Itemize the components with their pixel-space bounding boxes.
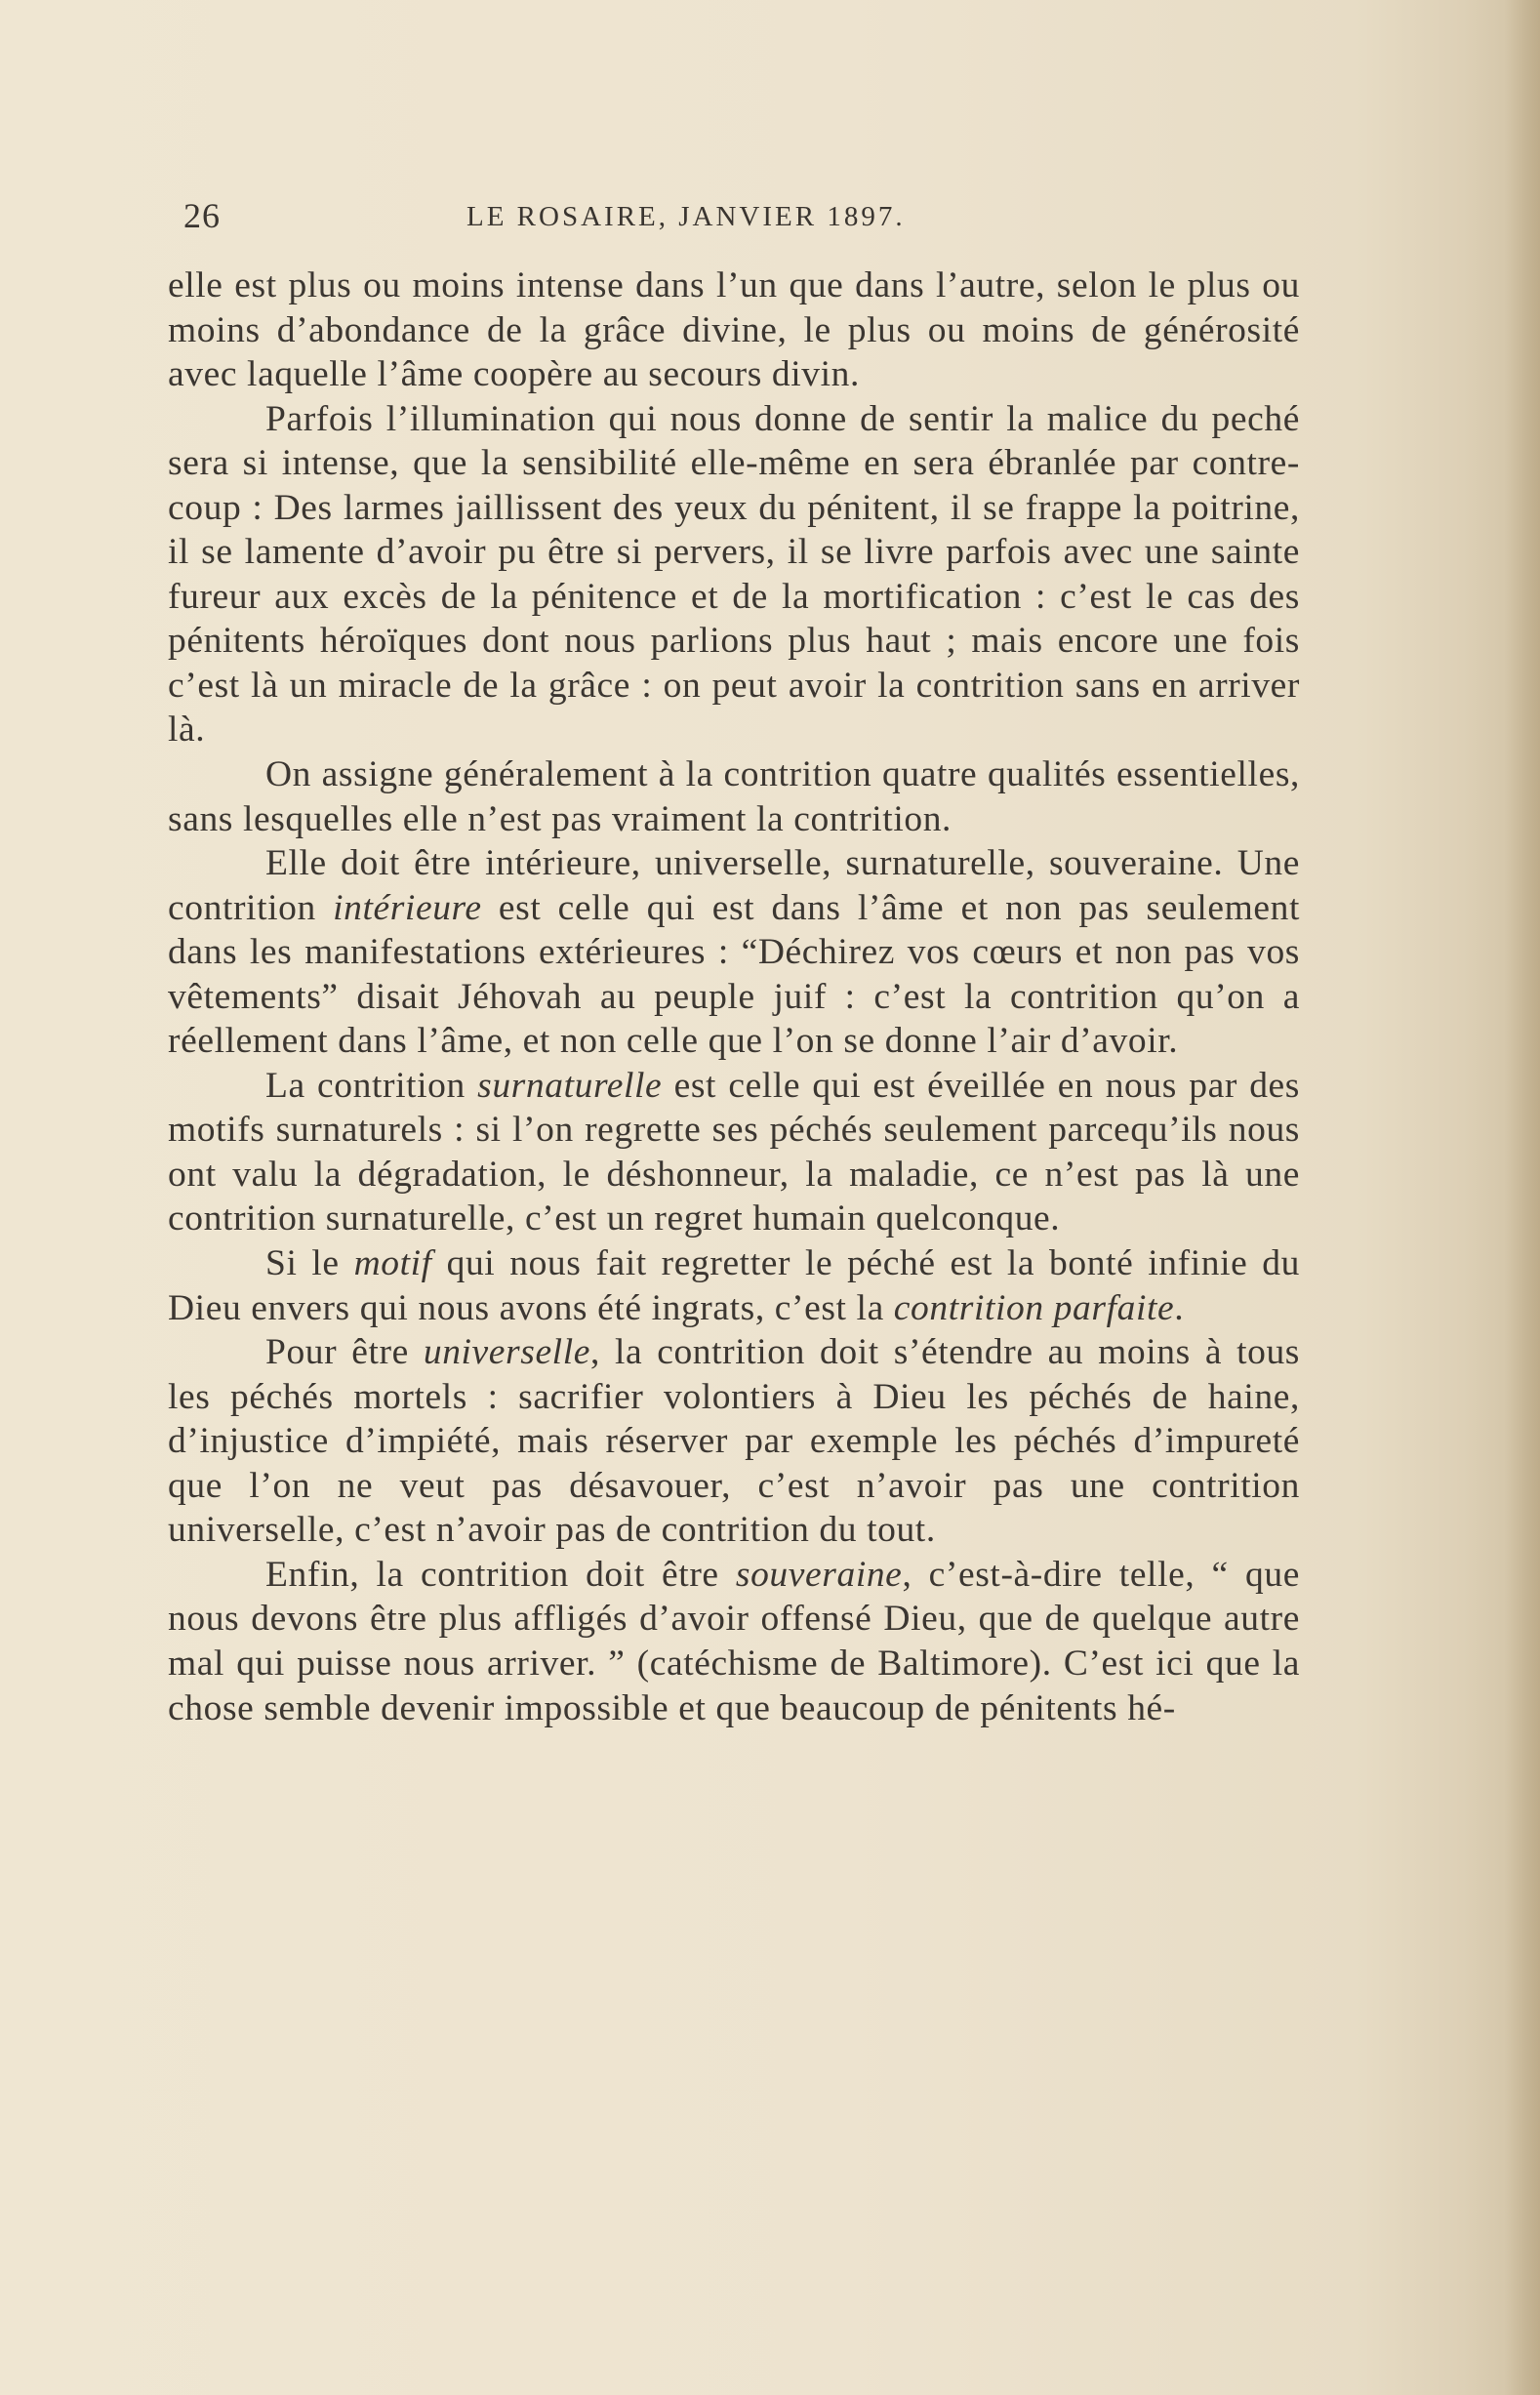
paragraph-6-text-a: Si le	[265, 1243, 354, 1284]
paragraph-7	[168, 1330, 1300, 1553]
page-edge-shadow	[1505, 0, 1540, 2395]
paragraph-5	[168, 1064, 1300, 1241]
running-title: LE ROSAIRE, JANVIER 1897.	[466, 201, 906, 232]
page-header	[183, 195, 1316, 244]
paragraph-8-emphasis: souveraine	[735, 1554, 903, 1595]
paragraph-6-emphasis-2: contrition parfaite	[893, 1287, 1175, 1328]
paragraph-7-text-b: , la contrition doit s’étendre au moins à tous les péchés mortels : sacrifier volontiers à Dieu les péchés de haine, d’injustice d’impiété, mais réserver par exemple les péchés d’impureté que l’on ne veut pas désavouer, c’est n’avoir pas une contrition universelle, c’est n’avoir pas de contrition du tout.	[168, 1332, 1300, 1551]
paragraph-6-emphasis: motif	[353, 1243, 432, 1284]
paragraph-8	[168, 1553, 1300, 1730]
paragraph-7-text-a: Pour être	[265, 1332, 424, 1373]
paragraph-4-emphasis: intérieure	[333, 887, 482, 928]
paragraph-6	[168, 1241, 1300, 1330]
paragraph-2: Parfois l’illumination qui nous donne de sentir la malice du peché sera si intense, que la sensibilité elle-même en sera ébranlée par contre-coup : Des larmes jaillissent des yeux du pénitent, il se frappe la poitrine, il se lamente d’avoir pu être si pervers, il se livre parfois avec une sainte fureur aux excès de la pénitence et de la mortification : c’est le cas des pénitents héroïques dont nous parlions plus haut ; mais encore une fois c’est là un miracle de la grâce : on peut avoir la contrition sans en arriver là.	[168, 398, 1300, 751]
paragraph-3: On assigne généralement à la contrition quatre qualités essentielles, sans lesquelles elle n’est pas vraiment la contrition.	[168, 754, 1300, 839]
paragraph-6-text-b: qui nous fait regretter le péché est la bonté infinie du Dieu envers qui nous avons été ingrats, c’est la	[168, 1243, 1300, 1328]
paragraph-4-text-a: Elle doit être intérieure, universelle, surnaturelle, souveraine. Une contrition	[168, 843, 1300, 928]
paragraph-4	[168, 841, 1300, 1064]
page-number: 26	[183, 196, 221, 235]
paragraph-5-text-a: La contrition	[265, 1065, 478, 1106]
paragraph-1: elle est plus ou moins intense dans l’un que dans l’autre, selon le plus ou moins d’abondance de la grâce divine, le plus ou moins de générosité avec laquelle l’âme coopère au secours divin.	[168, 265, 1300, 395]
body-text	[168, 264, 1300, 1730]
paragraph-8-text-a: Enfin, la contrition doit être	[265, 1554, 736, 1595]
paragraph-8-text-b: , c’est-à-dire telle, “ que nous devons être plus affligés d’avoir offensé Dieu, que de quelque autre mal qui puisse nous arriver. ” (catéchisme de Baltimore). C’est ici que la chose semble devenir impossible et que beaucoup de pénitents hé-	[168, 1554, 1300, 1728]
paragraph-7-emphasis: universelle	[423, 1332, 590, 1373]
paragraph-6-text-c: .	[1174, 1287, 1185, 1328]
paragraph-5-text-b: est celle qui est éveillée en nous par des motifs surnaturels : si l’on regrette ses péchés seulement parcequ’ils nous ont valu la dégradation, le déshonneur, la maladie, ce n’est pas là une contrition surnaturelle, c’est un regret humain quelconque.	[168, 1065, 1300, 1239]
paragraph-4-text-b: est celle qui est dans l’âme et non pas seulement dans les manifestations extérieures : “Déchirez vos cœurs et non pas vos vêtements” disait Jéhovah au peuple juif : c’est la contrition qu’on a réellement dans l’âme, et non celle que l’on se donne l’air d’avoir.	[168, 887, 1300, 1062]
paragraph-5-emphasis: surnaturelle	[477, 1065, 663, 1106]
